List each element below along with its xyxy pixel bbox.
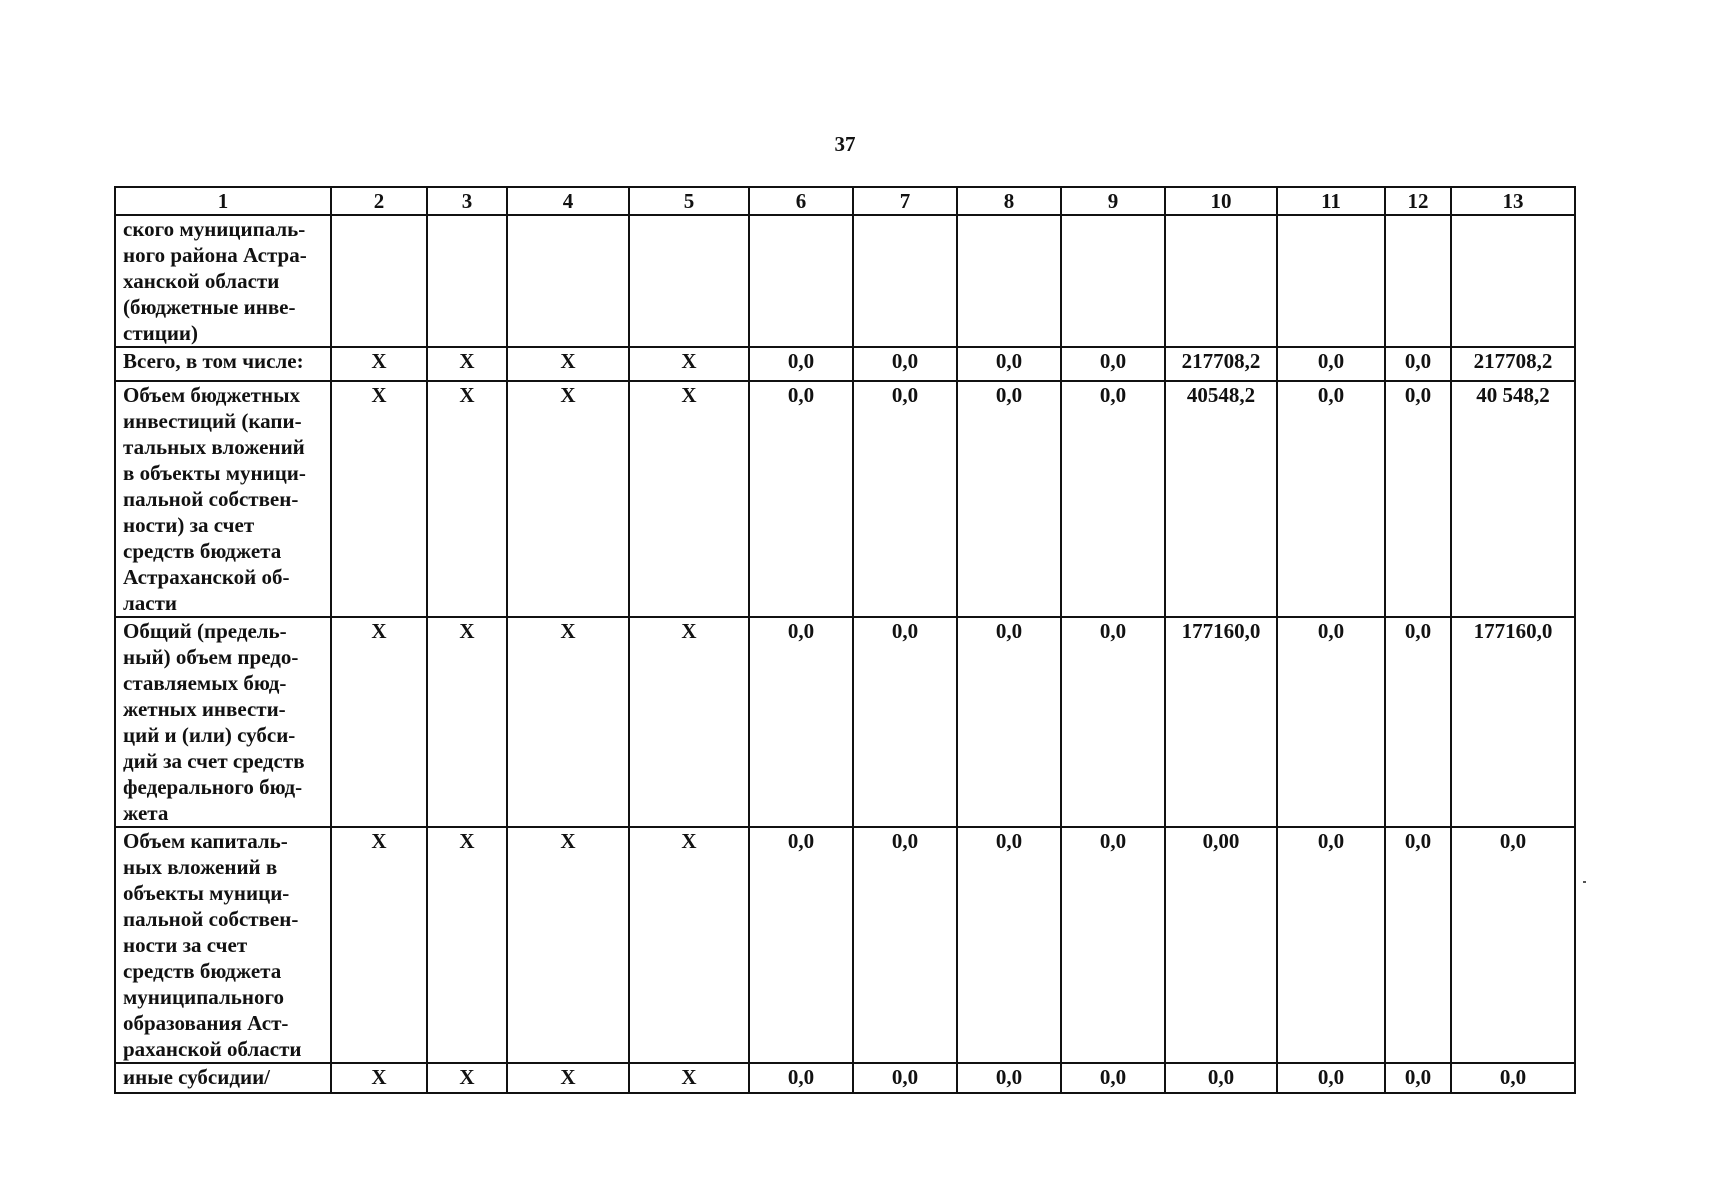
column-header: 5 xyxy=(629,187,749,215)
table-cell: 0,0 xyxy=(957,1063,1061,1093)
table-cell: X xyxy=(507,617,629,827)
column-header: 8 xyxy=(957,187,1061,215)
table-cell xyxy=(1451,215,1575,347)
table-cell: 0,0 xyxy=(1061,617,1165,827)
table-cell xyxy=(1277,215,1385,347)
table-cell xyxy=(1165,215,1277,347)
table-cell: 0,0 xyxy=(749,1063,853,1093)
table-cell: 0,0 xyxy=(1277,347,1385,381)
table-cell: 0,0 xyxy=(749,381,853,617)
table-cell xyxy=(427,215,507,347)
table-cell xyxy=(853,215,957,347)
table-cell: 0,0 xyxy=(1061,347,1165,381)
table-cell: X xyxy=(331,617,427,827)
table-cell: 0,0 xyxy=(957,617,1061,827)
table-cell: X xyxy=(427,827,507,1063)
table-cell: 0,0 xyxy=(749,827,853,1063)
row-label: иные субсидии/ xyxy=(115,1063,331,1093)
table-cell: 217708,2 xyxy=(1451,347,1575,381)
row-label: Общий (предель- ный) объем предо- ставляемых бюд- жетных инвести- ций и (или) субси- дий за счет средств федерального бюд- жета xyxy=(115,617,331,827)
table-cell: 40 548,2 xyxy=(1451,381,1575,617)
table-cell: 0,0 xyxy=(1061,827,1165,1063)
table-cell: 0,0 xyxy=(853,1063,957,1093)
table-cell: X xyxy=(331,381,427,617)
table-cell: 0,0 xyxy=(1385,347,1451,381)
table-cell xyxy=(1061,215,1165,347)
row-label: Объем капиталь- ных вложений в объекты муници- пальной собствен- ности за счет средств бюджета муниципального образования Аст- раханской области xyxy=(115,827,331,1063)
table-cell: 177160,0 xyxy=(1451,617,1575,827)
table-cell: 0,0 xyxy=(749,617,853,827)
table-row xyxy=(115,1063,1575,1093)
table-cell: X xyxy=(427,1063,507,1093)
table-cell: X xyxy=(507,1063,629,1093)
table-cell: 0,0 xyxy=(1277,1063,1385,1093)
column-header: 11 xyxy=(1277,187,1385,215)
table-cell: 0,00 xyxy=(1165,827,1277,1063)
table-cell: X xyxy=(331,827,427,1063)
table-cell: X xyxy=(331,1063,427,1093)
budget-investment-table xyxy=(114,186,1576,1094)
column-header: 12 xyxy=(1385,187,1451,215)
table-cell: 0,0 xyxy=(1451,1063,1575,1093)
column-header: 2 xyxy=(331,187,427,215)
table-row xyxy=(115,827,1575,1063)
table-cell: 217708,2 xyxy=(1165,347,1277,381)
table-cell: 0,0 xyxy=(1061,381,1165,617)
table-cell: 0,0 xyxy=(1277,381,1385,617)
table-cell: X xyxy=(629,1063,749,1093)
table-cell: X xyxy=(507,381,629,617)
table-cell: X xyxy=(507,827,629,1063)
scan-speck xyxy=(1583,881,1586,883)
header-row xyxy=(115,187,1575,215)
table-cell xyxy=(507,215,629,347)
table-cell: X xyxy=(427,347,507,381)
table-cell: 0,0 xyxy=(1165,1063,1277,1093)
row-label: Всего, в том числе: xyxy=(115,347,331,381)
table-cell xyxy=(957,215,1061,347)
table-cell: 0,0 xyxy=(853,347,957,381)
table-cell: 0,0 xyxy=(749,347,853,381)
column-header: 1 xyxy=(115,187,331,215)
table-cell: X xyxy=(629,827,749,1063)
table-row xyxy=(115,347,1575,381)
table-cell: 0,0 xyxy=(853,617,957,827)
table-cell: 0,0 xyxy=(1385,827,1451,1063)
column-header: 10 xyxy=(1165,187,1277,215)
table-cell: 0,0 xyxy=(1451,827,1575,1063)
table-cell: 40548,2 xyxy=(1165,381,1277,617)
table-cell: 0,0 xyxy=(957,827,1061,1063)
table-cell xyxy=(331,215,427,347)
table-cell: 0,0 xyxy=(1277,617,1385,827)
table-cell: 0,0 xyxy=(853,381,957,617)
row-label: Объем бюджетных инвестиций (капи- тальных вложений в объекты муници- пальной собствен- ности) за счет средств бюджета Астраханской об- ласти xyxy=(115,381,331,617)
table-cell xyxy=(629,215,749,347)
table-cell xyxy=(749,215,853,347)
table-cell: 0,0 xyxy=(1061,1063,1165,1093)
table-cell: X xyxy=(427,381,507,617)
table-cell: 0,0 xyxy=(1385,381,1451,617)
table-cell xyxy=(1385,215,1451,347)
column-header: 13 xyxy=(1451,187,1575,215)
table-cell: X xyxy=(331,347,427,381)
table-cell: X xyxy=(629,381,749,617)
page-number: 37 xyxy=(834,132,856,156)
column-header: 9 xyxy=(1061,187,1165,215)
table-cell: 0,0 xyxy=(957,381,1061,617)
table-row xyxy=(115,215,1575,347)
table-cell: 0,0 xyxy=(1385,617,1451,827)
column-header: 6 xyxy=(749,187,853,215)
table-cell: 0,0 xyxy=(1385,1063,1451,1093)
column-header: 7 xyxy=(853,187,957,215)
table-cell: X xyxy=(427,617,507,827)
table-cell: 0,0 xyxy=(1277,827,1385,1063)
column-header: 4 xyxy=(507,187,629,215)
table-cell: X xyxy=(629,617,749,827)
table-row xyxy=(115,381,1575,617)
table-cell: 0,0 xyxy=(957,347,1061,381)
table-cell: 177160,0 xyxy=(1165,617,1277,827)
table-cell: X xyxy=(507,347,629,381)
table-cell: X xyxy=(629,347,749,381)
row-label: ского муниципаль- ного района Астра- ханской области (бюджетные инве- стиции) xyxy=(115,215,331,347)
table-row xyxy=(115,617,1575,827)
table-cell: 0,0 xyxy=(853,827,957,1063)
column-header: 3 xyxy=(427,187,507,215)
